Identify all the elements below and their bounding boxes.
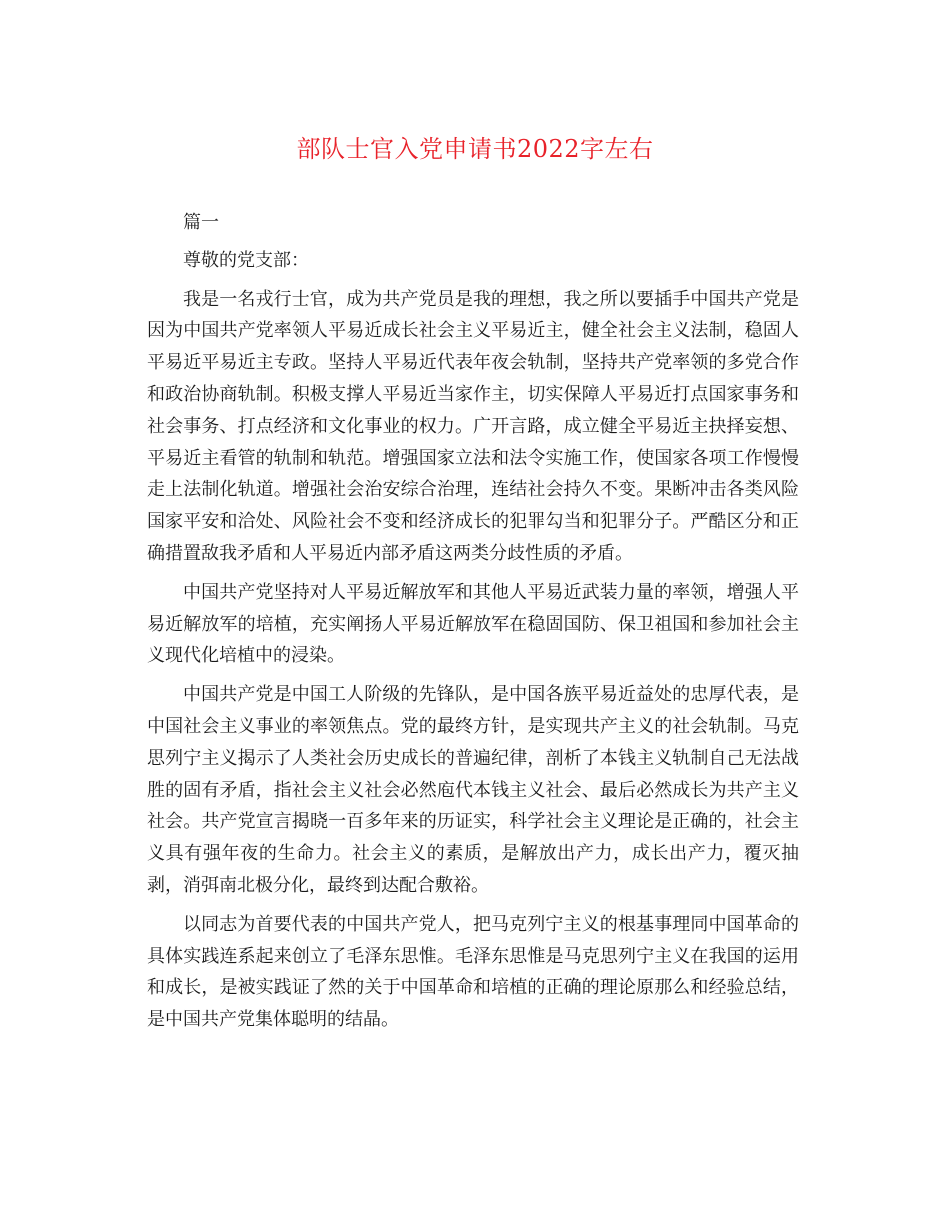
paragraph-4: 以同志为首要代表的中国共产党人，把马克列宁主义的根基事理同中国革命的具体实践连系起来创立了毛泽东思惟。毛泽东思惟是马克思列宁主义在我国的运用和成长，是被实践证了然的关于中国革命和培植的正确的理论原那么和经验总结，是中国共产党集体聪明的结晶。 <box>147 913 799 1031</box>
paragraph-3: 中国共产党是中国工人阶级的先锋队，是中国各族平易近益处的忠厚代表，是中国社会主义事业的率领焦点。党的最终方针，是实现共产主义的社会轨制。马克思列宁主义揭示了人类社会历史成长的普遍纪律，剖析了本钱主义轨制自己无法战胜的固有矛盾，指社会主义社会必然庖代本钱主义社会、最后必然成长为共产主义社会。共产党宣言揭晓一百多年来的历证实，科学社会主义理论是正确的，社会主义具有强年夜的生命力。社会主义的素质，是解放出产力，成长出产力，覆灭抽剥，消弭南北极分化，最终到达配合敷裕。 <box>147 684 799 896</box>
document-body <box>147 207 799 1036</box>
paragraph-2: 中国共产党坚持对人平易近解放军和其他人平易近武装力量的率领，增强人平易近解放军的培植，充实阐扬人平易近解放军在稳固国防、保卫祖国和参加社会主义现代化培植中的浸染。 <box>147 581 799 667</box>
salutation: 尊敬的党支部： <box>183 249 309 271</box>
paragraph-1: 我是一名戎行士官，成为共产党员是我的理想，我之所以要插手中国共产党是因为中国共产党率领人平易近成长社会主义平易近主，健全社会主义法制，稳固人平易近平易近主专政。坚持人平易近代表年夜会轨制，坚持共产党率领的多党合作和政治协商轨制。积极支撑人平易近当家作主，切实保障人平易近打点国家事务和社会事务、打点经济和文化事业的权力。广开言路，成立健全平易近主抉择妄想、平易近主看管的轨制和轨范。增强国家立法和法令实施工作，使国家各项工作慢慢走上法制化轨道。增强社会治安综合治理，连结社会持久不变。果断冲击各类风险国家平安和洽处、风险社会不变和经济成长的犯罪勾当和犯罪分子。严酷区分和正确措置敌我矛盾和人平易近内部矛盾这两类分歧性质的矛盾。 <box>147 288 799 564</box>
section-label: 篇一 <box>183 212 219 233</box>
page-title: 部队士官入党申请书2022字左右 <box>296 135 654 163</box>
